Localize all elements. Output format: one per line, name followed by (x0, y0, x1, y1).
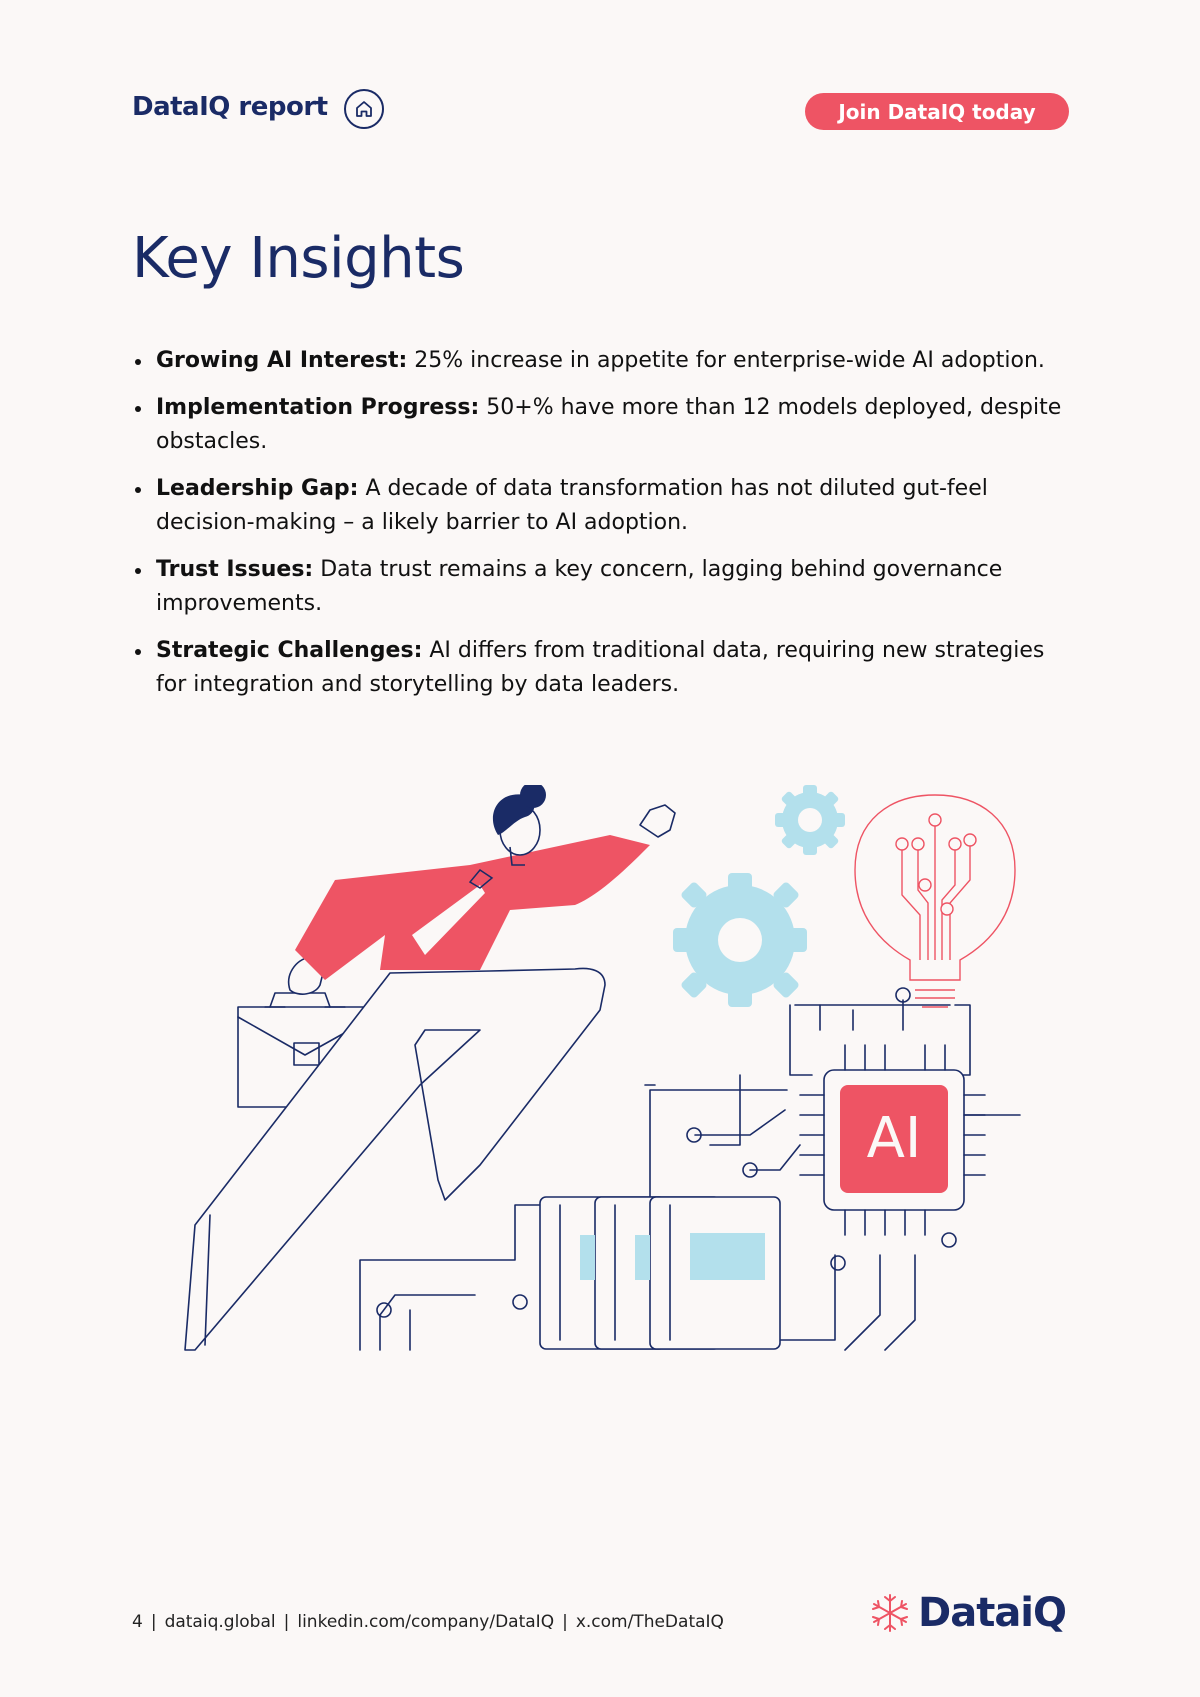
insight-text: 25% increase in appetite for enterprise-wide AI adoption. (407, 348, 1045, 373)
gear-icon (673, 873, 807, 1007)
insight-label: Trust Issues: (156, 557, 314, 582)
logo-text: DataiQ (918, 1590, 1067, 1636)
insight-label: Leadership Gap: (156, 476, 359, 501)
dataiq-logo (868, 1590, 1066, 1636)
insight-text: A decade of data transformation has not diluted gut-feel decision-making – a likely barrier to AI adoption. (156, 476, 988, 535)
home-icon (353, 98, 375, 120)
insight-label: Growing AI Interest: (156, 348, 408, 373)
page-number: 4 (132, 1612, 143, 1632)
insight-item (132, 391, 1072, 459)
snowflake-logo-icon (868, 1591, 912, 1635)
footer-link-website[interactable]: dataiq.global (164, 1612, 276, 1632)
insight-item (132, 344, 1072, 378)
insight-label: Implementation Progress: (156, 395, 480, 420)
insight-text: Data trust remains a key concern, lagging behind governance improvements. (156, 557, 1003, 616)
insight-item (132, 472, 1072, 540)
footer-link-x[interactable]: x.com/TheDataIQ (575, 1612, 724, 1632)
insights-list (132, 344, 1072, 715)
insight-item (132, 553, 1072, 621)
page-title: Key Insights (132, 226, 465, 291)
ai-chip-label: AI (866, 1106, 922, 1171)
home-button[interactable] (344, 89, 384, 129)
insight-text: AI differs from traditional data, requiring new strategies for integration and storytelling by data leaders. (156, 638, 1045, 697)
footer-links: 4 | dataiq.global | linkedin.com/company/DataIQ | x.com/TheDataIQ (132, 1612, 724, 1632)
businessman-ai-illustration (180, 785, 1030, 1355)
join-button[interactable]: Join DataIQ today (805, 93, 1069, 130)
gear-icon (775, 785, 845, 855)
insight-item (132, 634, 1072, 702)
insight-label: Strategic Challenges: (156, 638, 423, 663)
lightbulb-icon (855, 795, 1015, 1007)
insight-text: 50+% have more than 12 models deployed, despite obstacles. (156, 395, 1062, 454)
footer-link-linkedin[interactable]: linkedin.com/company/DataIQ (297, 1612, 555, 1632)
report-brand: DataIQ report (132, 92, 328, 122)
